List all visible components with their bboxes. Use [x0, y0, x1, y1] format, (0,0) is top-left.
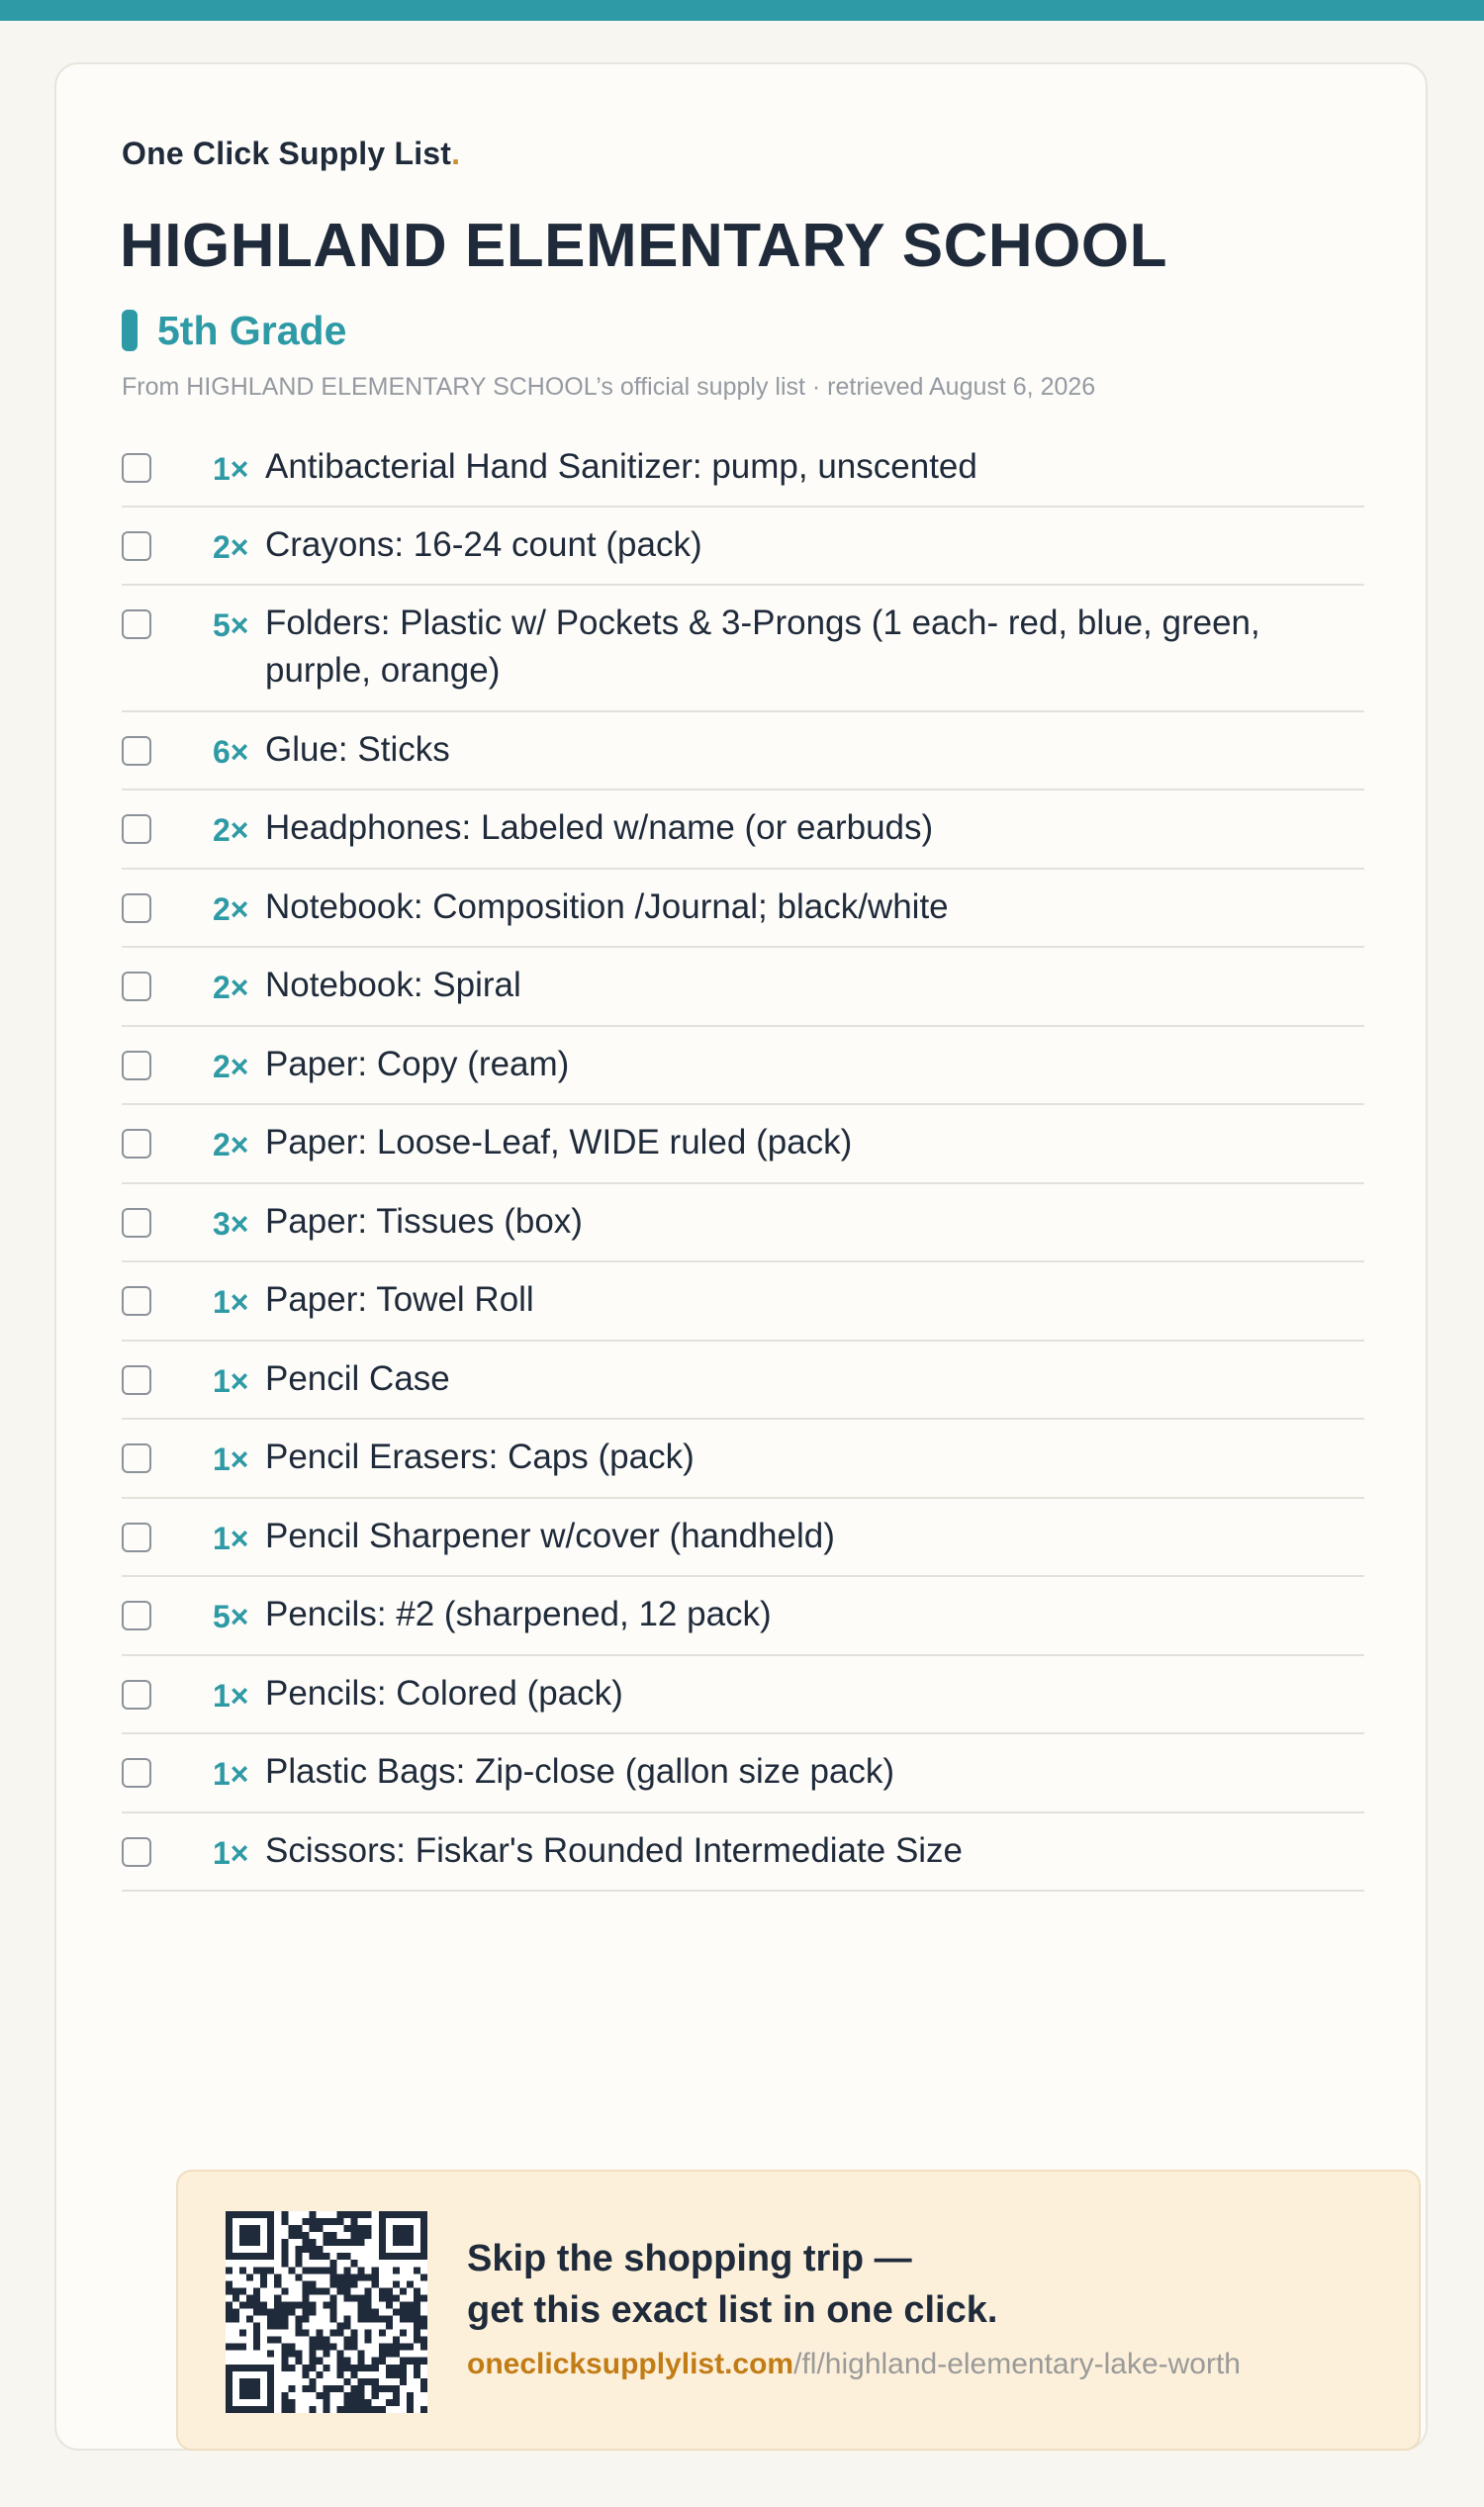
brand-logo[interactable]: [122, 136, 460, 172]
item-checkbox[interactable]: [122, 1208, 151, 1238]
item-quantity: 1×: [213, 1756, 249, 1792]
supply-item: [122, 712, 1364, 790]
item-quantity: 1×: [213, 1678, 249, 1714]
item-checkbox[interactable]: [122, 1443, 151, 1473]
supply-item: [122, 870, 1364, 948]
item-name: Notebook: Spiral: [265, 966, 521, 1004]
supply-list: [122, 430, 1364, 1892]
supply-item: [122, 1577, 1364, 1656]
item-name: Notebook: Composition /Journal; black/white: [265, 887, 949, 926]
promo-headline: [467, 2233, 997, 2336]
item-name: Pencil Case: [265, 1359, 450, 1398]
item-checkbox[interactable]: [122, 1837, 151, 1867]
promo-headline-line-1: Skip the shopping trip —: [467, 2238, 912, 2279]
supply-list-card: [54, 62, 1428, 2451]
top-accent-bar: [0, 0, 1484, 21]
item-checkbox[interactable]: [122, 1523, 151, 1552]
qr-code[interactable]: [226, 2211, 427, 2413]
item-name: Paper: Loose-Leaf, WIDE ruled (pack): [265, 1123, 853, 1161]
supply-item: [122, 1342, 1364, 1420]
item-quantity: 2×: [213, 529, 249, 565]
item-quantity: 2×: [213, 1049, 249, 1084]
item-checkbox[interactable]: [122, 1680, 151, 1710]
item-name: Paper: Copy (ream): [265, 1045, 570, 1083]
item-name: Crayons: 16-24 count (pack): [265, 525, 702, 564]
item-name: Paper: Tissues (box): [265, 1202, 583, 1241]
item-checkbox[interactable]: [122, 1601, 151, 1630]
item-checkbox[interactable]: [122, 453, 151, 483]
promo-link-domain: oneclicksupplylist.com: [467, 2348, 794, 2380]
item-checkbox[interactable]: [122, 1051, 151, 1080]
item-checkbox[interactable]: [122, 1365, 151, 1395]
item-quantity: 1×: [213, 1363, 249, 1399]
item-quantity: 2×: [213, 891, 249, 927]
item-quantity: 5×: [213, 607, 249, 643]
item-name: Paper: Towel Roll: [265, 1280, 534, 1319]
item-checkbox[interactable]: [122, 736, 151, 766]
supply-item: [122, 1813, 1364, 1892]
brand-name: One Click Supply List: [122, 136, 452, 171]
item-quantity: 6×: [213, 734, 249, 770]
item-name: Pencil Sharpener w/cover (handheld): [265, 1517, 835, 1555]
supply-item: [122, 586, 1364, 712]
supply-item: [122, 1262, 1364, 1342]
item-quantity: 1×: [213, 1441, 249, 1477]
brand-dot: .: [451, 136, 461, 171]
grade-label: 5th Grade: [157, 307, 347, 353]
item-quantity: 1×: [213, 1835, 249, 1871]
item-quantity: 2×: [213, 812, 249, 848]
supply-item: [122, 1734, 1364, 1813]
item-name: Pencils: Colored (pack): [265, 1674, 623, 1713]
item-checkbox[interactable]: [122, 972, 151, 1001]
item-checkbox[interactable]: [122, 1286, 151, 1316]
item-name: Glue: Sticks: [265, 730, 450, 769]
supply-item: [122, 1184, 1364, 1262]
grade-marker: [122, 310, 138, 351]
supply-item: [122, 1420, 1364, 1499]
item-quantity: 3×: [213, 1206, 249, 1242]
item-checkbox[interactable]: [122, 531, 151, 561]
item-name: Scissors: Fiskar's Rounded Intermediate Size: [265, 1831, 964, 1870]
item-name: Antibacterial Hand Sanitizer: pump, unscented: [265, 447, 977, 486]
item-name: Folders: Plastic w/ Pockets & 3-Prongs (1 each- red, blue, green, purple, orange): [265, 604, 1260, 690]
supply-item: [122, 508, 1364, 586]
item-quantity: 2×: [213, 970, 249, 1005]
item-checkbox[interactable]: [122, 1129, 151, 1159]
promo-link[interactable]: [467, 2348, 1241, 2381]
item-quantity: 1×: [213, 1521, 249, 1556]
item-checkbox[interactable]: [122, 814, 151, 844]
promo-banner: [176, 2170, 1421, 2451]
item-quantity: 5×: [213, 1599, 249, 1634]
item-checkbox[interactable]: [122, 609, 151, 639]
supply-item: [122, 790, 1364, 870]
item-checkbox[interactable]: [122, 893, 151, 923]
item-quantity: 1×: [213, 451, 249, 487]
supply-item: [122, 1105, 1364, 1184]
item-name: Pencil Erasers: Caps (pack): [265, 1438, 695, 1476]
item-quantity: 2×: [213, 1127, 249, 1162]
school-title: HIGHLAND ELEMENTARY SCHOOL: [120, 212, 1167, 280]
supply-item: [122, 1499, 1364, 1577]
grade-heading: [122, 308, 346, 353]
item-name: Pencils: #2 (sharpened, 12 pack): [265, 1595, 772, 1633]
item-name: Plastic Bags: Zip-close (gallon size pack): [265, 1752, 895, 1791]
promo-headline-line-2: get this exact list in one click.: [467, 2289, 998, 2331]
supply-item: [122, 948, 1364, 1027]
item-quantity: 1×: [213, 1284, 249, 1320]
item-name: Headphones: Labeled w/name (or earbuds): [265, 808, 934, 847]
source-note: From HIGHLAND ELEMENTARY SCHOOL’s official supply list · retrieved August 6, 2026: [122, 373, 1096, 401]
supply-item: [122, 1656, 1364, 1734]
supply-item: [122, 430, 1364, 508]
supply-item: [122, 1027, 1364, 1105]
item-checkbox[interactable]: [122, 1758, 151, 1788]
promo-link-path: /fl/highland-elementary-lake-worth: [793, 2348, 1241, 2380]
